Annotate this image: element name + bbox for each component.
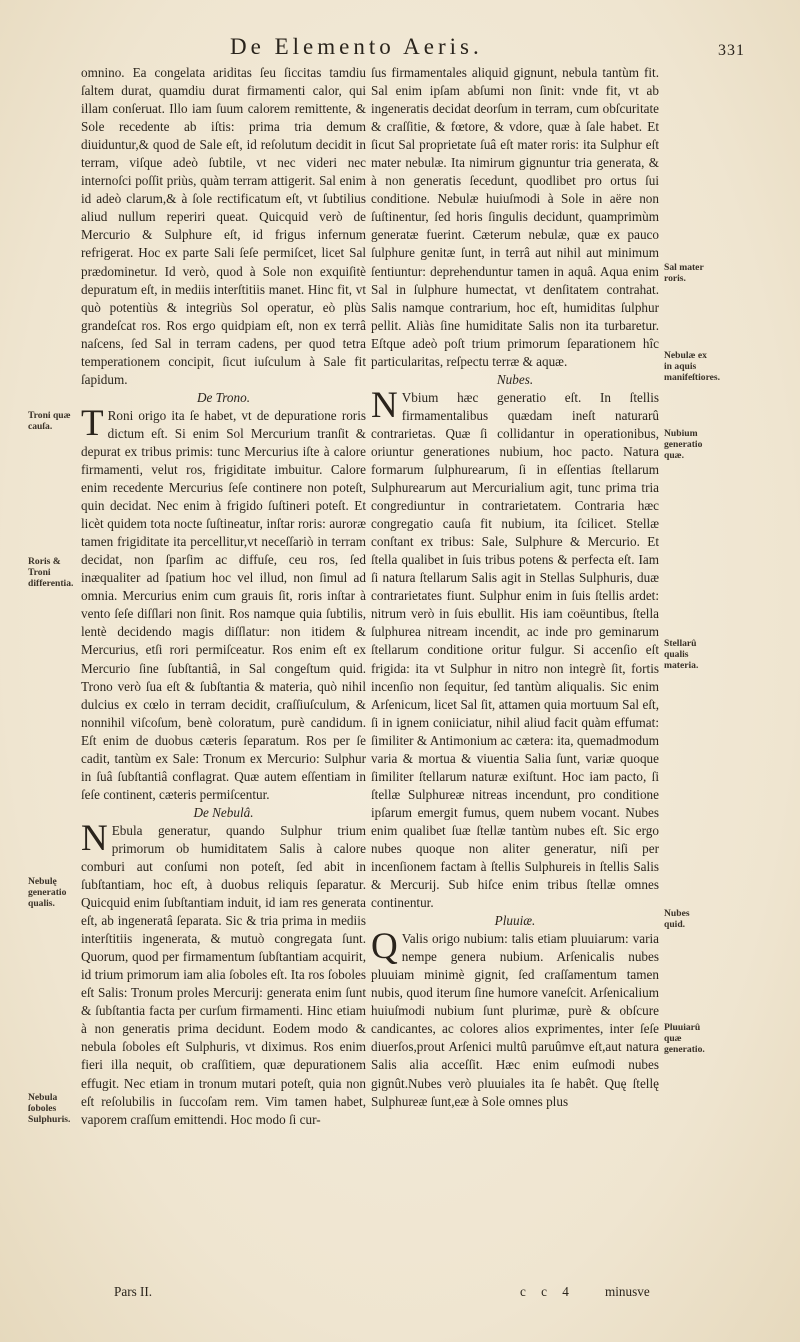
drop-cap-n2: N: [371, 384, 398, 426]
signature-mark: c c 4: [520, 1284, 575, 1299]
margin-note-nebula-soboles: Nebula ſoboles Sulphuris.: [28, 1092, 71, 1125]
footer-part-label: Pars II.: [114, 1284, 153, 1299]
margin-note-roris: Roris & Troni differentia.: [28, 556, 74, 589]
drop-cap-n: N: [81, 817, 108, 859]
margin-note-sal-mater: Sal mater roris.: [664, 262, 704, 284]
drop-cap-q: Q: [371, 926, 398, 968]
heading-nebula: De Nebulâ.: [193, 804, 254, 820]
running-title: De Elemento Aeris.: [230, 34, 483, 59]
nubes-text: Vbium hæc generatio eſt. In ſtellis firmamentalibus quædam ineſt naturarû contrarietas. Quæ ſi collidantur in operationibus, oriuntur generationes nubium, hoc pacto. Natura formarum ſulphurearum, ſi in eſſentias ſtellarum Sulphurearum aut Mercurialium agit, tunc prima tria congrediuntur in contrarietatem. Contraria hæc congregatio cauſa fit nubium, ita ſcilicet. Stellæ conſtant ex tribus: Sale, Sulphure & Mercurio. Et ſtella qualibet in ſuis tribus potens & perfecta eſt. Iam ſi natura ſtellarum Salis agit in Stellas Sulphuris, duæ contrarietates fiunt. Sulphur enim in ſuis ſtellis ardet: nitrum verò in ſuis ebullit. His iam coëuntibus, ſtella ſulphurea nitream incendit, ac inde pro geminarum ſtellarum conditione oritur fulgur. Si accenſio eſt frigida: ita vt Sulphur in nitro non integrè ſit, fortis incenſio non ſequitur, ſed tantùm aliqualis. Sic enim Arſenicum, licet Sal ſit, attamen quia mortuum Sal eſt, ſi in ignem coniiciatur, nihil aliud facit quàm effumat: ſimiliter & Antimonium ac cætera: ita, quemadmodum varia & mortua & viuentia Salia ſunt, variæ quoque ſimiliter ſtellarum naturæ exiſtunt. Hoc iam pacto, ſi ſtellæ Sulphureæ nitreas incendunt, pro conditione ipſarum emergit fumus, quem nubem vocant. Nubes enim qualibet ſuæ ſtellæ tantùm nubes eſt. Sic ergo nubes quoque non aliter generatur, niſi per incenſionem factam à ſtellis Sulphureis in ſtellis Salis & Mercurij. Sub hiſce enim tribus ſtellæ omnes continentur.: [371, 389, 659, 911]
nebula-text: Ebula generatur, quando Sulphur trium primorum ob humiditatem Salis à calore comburi aut conſumi non poteſt, ſed abit in ſubſtantiam, hoc eſt, à duobus reliquis ſeparatur. Quicquid enim ſubſtantiam induit, id iam res generata eſt, ab ingeneratâ ſeparata. Sic & tria prima in mediis interſtitiis ingenerata, & mutuò congregata ſunt. Quorum, quod per firmamentum ſubſtantiam acquirit, id trium primorum iam alia ſoboles eſt. Ita ros ſoboles eſt Salis: Tronum proles Mercurij: generata enim ſunt & ſubſtantia facta per curſum firmamenti. Hinc etiam à non generatis prima decidunt. Eodem modo & nebula ſoboles eſt Sulphuris, vt diximus. Ros enim fieri illa nequit, ob craſſitiem, quæ depurationem effugit. Nec etiam in tronum mutari poteſt, quia non eſt reſolubilis in ſuccoſam rem. Vim tamen habet, vaporem craſſum emittendi. Hoc modo ſi cur-: [81, 822, 366, 1127]
margin-note-stellarum: Stellarû qualis materia.: [664, 638, 699, 671]
heading-trono: De Trono.: [197, 389, 250, 405]
page-footer: [0, 1284, 800, 1304]
margin-note-nebulae-gen: Nebulę generatio qualis.: [28, 876, 67, 909]
paragraph-nebula-cont: ſus firmamentales aliquid gignunt, nebula tantùm fit. Sal enim ipſam abſumi non ſinit: vnde fit, vt ab ingeneratis decidat deorſum in terram, cum obſcuritate & craſſitie, & fœtore, & vdore, quæ à ſale habet. Et ſicut Sal proprietate ſuâ eſt mater roris: ita Sulphur eſt mater nebulæ. Ita nimirum gignuntur tria generata, & à non generatis ſecedunt, quodlibet pro ortus ſui conditione. Nebulæ huiuſmodi à Sole in aëre non ſuſtinentur, ſed horis ſingulis decidunt, quamprimùm generatæ fuerint. Cæterum nebulæ, quæ ex pauco ſulphure genitæ ſunt, in terrâ aut nihil aut minimum ſentiuntur: deprehenduntur tamen in aquâ. Aqua enim Sal in ſulphure humectat, vt denſitatem contrahat. Salis namque contrarium, hoc eſt, humiditas ſulphur pellit. Aliàs ſine humiditate Salis non ita turbaretur. Eſtque adeò poſt trium primorum ſeparationem hîc particularitas, reſpectu terræ & aquæ.: [371, 65, 659, 369]
margin-note-nubium-gen: Nubium generatio quæ.: [664, 428, 703, 461]
catchword: minusve: [605, 1284, 650, 1299]
heading-nubes: Nubes.: [496, 371, 534, 387]
margin-note-nebulae-aqua: Nebulæ ex in aquis manifeſtiores.: [664, 350, 721, 383]
margin-note-troni: Troni quæ cauſa.: [28, 410, 71, 432]
trono-text: Roni origo ita ſe habet, vt de depuratione roris dictum eſt. Si enim Sol Mercurium tranſit & depurat ex tribus primis: tunc Mercurius iſte à calore firmamenti, velut ros, frigiditate imbuitur. Calore enim recedente Mercurius ſeſe continere non poteſt, quin decidat. Nec enim à frigido ſuſtineri poteſt. Et licèt quidem tota nocte ſuſtineatur, inſtar roris: auroræ tamen frigiditate ita percellitur,vt neceſſariò in terram decidat, non ſparſim ac diffuſe, ceu ros, ſed inæqualiter ad ſpatium hoc vel illud, non ſimul ad omnia. Mercurius enim cum grauis ſit, roris inſtar à vento ſeſe diſſlari non ſinit. Ros namque quia ſubtilis, lentè decidendo magis diſſlatur: non itidem & Mercurius, etſi rori permiſceatur. Ros enim eſt ex Mercurio ſine ſubſtantiâ, in Sal congeſtum quid. Trono verò ſua eſt & ſubſtantia & materia, quò nihil dulcius ex cœlo in terram decidit, craſſiuſculum, & nonnihil viſcoſum, benè coloratum, purè candidum. Eſt enim de duobus cæteris ſeparatum. Ros per ſe cadit, tantùm ex Sale: Tronum ex Mercurio: Sulphur in ſuâ ſubſtantiâ conflagrat. Quæ autem eſſentiam in ſeſe continent, cæteris permiſcentur.: [81, 407, 366, 802]
pluuiae-text: Valis origo nubium: talis etiam pluuiarum: varia nempe genera nubium. Arſenicalis nubes pluuiam minimè gignit, ſed craſſamentum tamen nubis, quod iterum ſine humore vaneſcit. Arſenicalium huiuſmodi nubium ſunt plurimæ, purè & obſcure candicantes, ac colores alios exprimentes, inter ſeſe diuerſos,prout Arſenici multû paruûmve eſt,aut natura Salis alia acceſſit. Hæc enim euſmodi nubes gignût.Nubes verò pluuiales ita ſe habêt. Quę ſtellę Sulphureæ ſunt,eæ à Sole omnes plus: [371, 931, 659, 1109]
paragraph-ros: omnino. Ea congelata ariditas ſeu ſiccitas tamdiu ſaltem durat, quamdiu durat firmamenti calor, qui illam conſeruat. Illo iam ſuum calorem remittente, & Sole recedente ab iſtis: prima tria demum diuiduntur,& quod de Sale eſt, id reſolutum decidit in terram, viſque adeò ſubtile, vt nec videri nec internoſci poſſit priùs, quàm terram attigerit. Sal enim id adeò clarum,& à ſole rectificatum eſt, vt ſubtilius aliud nullum reperiri queat. Quicquid verò de Mercurio & Sulphure eſt, id frigus infernum refrigerat. Hoc ex parte Sali ſeſe permiſcet, licet Sal prædominetur. Id verò, quod à Sole non exquiſitè depuratum eſt, in mediis interſtitiis manet. Hinc fit, vt quò potentiùs & integriùs Sol operatur, eò plùs grandeſcat ros. Ros ergo quidpiam eſt, non ex terrâ naſcens, ſed Sal in terram cadens, per quod tetra temperationem concipit, ſicut iuſculum à Sale fit ſapidum.: [81, 65, 366, 387]
heading-pluuiae: Pluuiæ.: [494, 913, 536, 929]
margin-note-pluuiarum: Pluuiarû quæ generatio.: [664, 1022, 705, 1055]
page-number: 331: [718, 42, 745, 59]
drop-cap-t: T: [81, 402, 104, 444]
margin-note-nubes-quid: Nubes quid.: [664, 908, 690, 930]
